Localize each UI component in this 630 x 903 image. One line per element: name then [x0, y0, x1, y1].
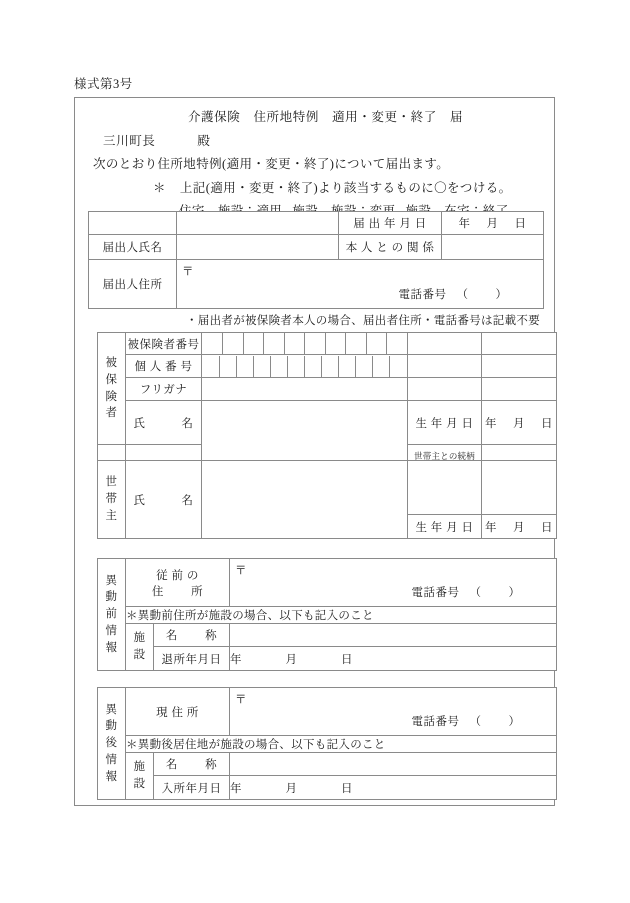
phone-text: 電話番号 — [398, 289, 447, 301]
move-after-address-input[interactable] — [230, 688, 557, 736]
digit-cell[interactable] — [346, 333, 367, 354]
table-row — [98, 461, 557, 515]
furigana-input[interactable] — [202, 378, 408, 401]
instruction-line — [75, 172, 554, 196]
table-row — [98, 736, 557, 753]
move-before-facility-label: 施 設 — [126, 624, 154, 671]
table-row — [89, 260, 544, 309]
month-unit: 月 — [486, 218, 499, 230]
year-unit: 年 — [458, 218, 471, 230]
month-unit: 月 — [285, 653, 297, 666]
page-title: 介護保険 住所地特例 適用・変更・終了 届 — [187, 110, 464, 124]
move-before-date-value[interactable] — [230, 647, 557, 671]
move-after-facility-label: 施 設 — [126, 753, 154, 800]
day-unit: 日 — [514, 218, 527, 230]
digit-cell[interactable] — [264, 333, 285, 354]
move-before-table — [97, 558, 557, 671]
move-after-facility-name-label: 名 称 — [154, 753, 230, 776]
table-row — [98, 607, 557, 624]
intro-text: 次のとおり住所地特例(適用・変更・終了)について届出ます。 — [93, 157, 450, 171]
insured-number-grid[interactable] — [202, 333, 408, 355]
relation-to-head-label: 世帯主との続柄 — [408, 445, 482, 467]
spacer-cell — [482, 355, 557, 378]
spacer-cell — [177, 212, 339, 235]
digit-cell[interactable] — [366, 333, 387, 354]
digit-cell[interactable] — [253, 356, 270, 377]
digit-cell[interactable] — [287, 356, 304, 377]
postal-code-icon: 〒 — [235, 565, 247, 577]
move-before-note: ＊異動前住所が施設の場合、以下も記入のこと — [126, 607, 557, 624]
individual-number-cells — [202, 356, 407, 377]
digit-cell[interactable] — [202, 333, 223, 354]
move-before-address-label — [126, 559, 230, 607]
digit-cell[interactable] — [304, 356, 321, 377]
household-head-name-label: 氏 名 — [126, 461, 202, 539]
insured-name-input[interactable] — [202, 401, 408, 467]
addressee-line — [75, 125, 554, 149]
table-row — [98, 559, 557, 607]
individual-number-label: 個 人 番 号 — [126, 355, 202, 378]
postal-code-icon: 〒 — [182, 266, 194, 278]
addressee-name: 三川町長 — [103, 134, 156, 148]
spacer-cell — [482, 378, 557, 401]
spacer-cell — [408, 461, 482, 515]
move-before-address-label-line1: 従 前 の — [156, 569, 199, 582]
household-head-birth-label: 生 年 月 日 — [408, 515, 482, 539]
digit-cell[interactable] — [387, 333, 408, 354]
table-row — [98, 776, 557, 800]
month-unit: 月 — [513, 521, 525, 534]
move-after-note: ＊異動後居住地が施設の場合、以下も記入のこと — [126, 736, 557, 753]
move-before-phone-label — [412, 584, 529, 600]
table-row — [98, 401, 557, 445]
digit-cell[interactable] — [339, 356, 356, 377]
move-after-table — [97, 687, 557, 800]
year-unit: 年 — [230, 653, 242, 666]
move-before-facility-name-input[interactable] — [230, 624, 557, 647]
table-row — [98, 753, 557, 776]
day-unit: 日 — [341, 653, 353, 666]
digit-cell[interactable] — [322, 356, 339, 377]
month-unit: 月 — [285, 782, 297, 795]
year-unit: 年 — [485, 417, 497, 430]
submit-date-value[interactable] — [442, 212, 544, 235]
household-head-table — [97, 460, 557, 539]
move-before-section-label: 異 動 前 情 報 — [98, 559, 126, 671]
move-after-section-label: 異 動 後 情 報 — [98, 688, 126, 800]
digit-cell[interactable] — [373, 356, 390, 377]
digit-cell[interactable] — [390, 356, 407, 377]
addressee-honorific: 殿 — [197, 134, 211, 148]
day-unit: 日 — [541, 521, 553, 534]
digit-cell[interactable] — [223, 333, 244, 354]
declarant-phone-label — [399, 286, 516, 302]
spacer-cell — [482, 333, 557, 355]
phone-paren: （ ） — [469, 716, 528, 728]
move-before-facility-name-label: 名 称 — [154, 624, 230, 647]
table-row — [89, 235, 544, 260]
relation-input[interactable] — [442, 235, 544, 260]
phone-text: 電話番号 — [411, 716, 460, 728]
postal-code-icon: 〒 — [235, 694, 247, 706]
insured-name-label: 氏 名 — [126, 401, 202, 445]
insured-number-cells — [202, 333, 407, 354]
submit-date-label: 届 出 年 月 日 — [339, 212, 442, 235]
digit-cell[interactable] — [305, 333, 326, 354]
phone-paren: （ ） — [469, 587, 528, 599]
digit-cell[interactable] — [243, 333, 264, 354]
household-head-name-input[interactable] — [202, 461, 408, 539]
day-unit: 日 — [341, 782, 353, 795]
relation-label: 本 人 と の 関 係 — [339, 235, 442, 260]
insured-person-table — [97, 332, 557, 467]
spacer-cell — [408, 355, 482, 378]
month-unit: 月 — [513, 417, 525, 430]
insured-section-label: 被 保 険 者 — [98, 333, 126, 445]
move-after-address-label: 現 住 所 — [126, 688, 230, 736]
spacer-cell — [408, 378, 482, 401]
digit-cell[interactable] — [356, 356, 373, 377]
digit-cell[interactable] — [219, 356, 236, 377]
move-before-address-input[interactable] — [230, 559, 557, 607]
asterisk-mark: ＊ — [153, 181, 166, 195]
digit-cell[interactable] — [270, 356, 287, 377]
move-before-address-label-line2: 住 所 — [151, 585, 204, 598]
spacer-cell — [482, 461, 557, 515]
table-row — [98, 647, 557, 671]
household-head-birth-value[interactable] — [482, 515, 557, 539]
phone-paren: （ ） — [456, 289, 515, 301]
digit-cell[interactable] — [202, 356, 219, 377]
insured-birth-label: 生 年 月 日 — [408, 401, 482, 445]
insured-birth-value[interactable] — [482, 401, 557, 445]
day-unit: 日 — [541, 417, 553, 430]
form-outer-frame — [74, 97, 555, 806]
table-row — [98, 333, 557, 355]
year-unit: 年 — [485, 521, 497, 534]
declarant-name-label: 届出人氏名 — [89, 235, 177, 260]
declarant-address-label: 届出人住所 — [89, 260, 177, 309]
declarant-name-input[interactable] — [177, 235, 339, 260]
move-before-date-label: 退所年月日 — [154, 647, 230, 671]
move-after-facility-name-input[interactable] — [230, 753, 557, 776]
declarant-table — [88, 211, 544, 309]
digit-cell[interactable] — [236, 356, 253, 377]
table-row — [98, 355, 557, 378]
digit-cell[interactable] — [284, 333, 305, 354]
form-number-label: 様式第3号 — [74, 77, 133, 91]
move-after-date-value[interactable] — [230, 776, 557, 800]
table-row — [89, 212, 544, 235]
spacer-cell — [408, 333, 482, 355]
table-row — [98, 378, 557, 401]
table-row — [98, 624, 557, 647]
spacer-cell — [89, 212, 177, 235]
digit-cell[interactable] — [325, 333, 346, 354]
year-unit: 年 — [230, 782, 242, 795]
move-after-phone-label — [412, 713, 529, 729]
instruction-text: 上記(適用・変更・終了)より該当するものに〇をつける。 — [179, 181, 512, 195]
form-heading-block — [75, 98, 554, 219]
declarant-caption-note: ・届出者が被保険者本人の場合、届出者住所・電話番号は記載不要 — [186, 315, 540, 327]
furigana-label: フリガナ — [126, 378, 202, 401]
phone-text: 電話番号 — [411, 587, 460, 599]
move-after-date-label: 入所年月日 — [154, 776, 230, 800]
declarant-address-input[interactable] — [177, 260, 544, 309]
insured-number-label: 被保険者番号 — [126, 333, 202, 355]
individual-number-grid[interactable] — [202, 355, 408, 378]
table-row — [98, 688, 557, 736]
household-head-section-label: 世 帯 主 — [98, 461, 126, 539]
